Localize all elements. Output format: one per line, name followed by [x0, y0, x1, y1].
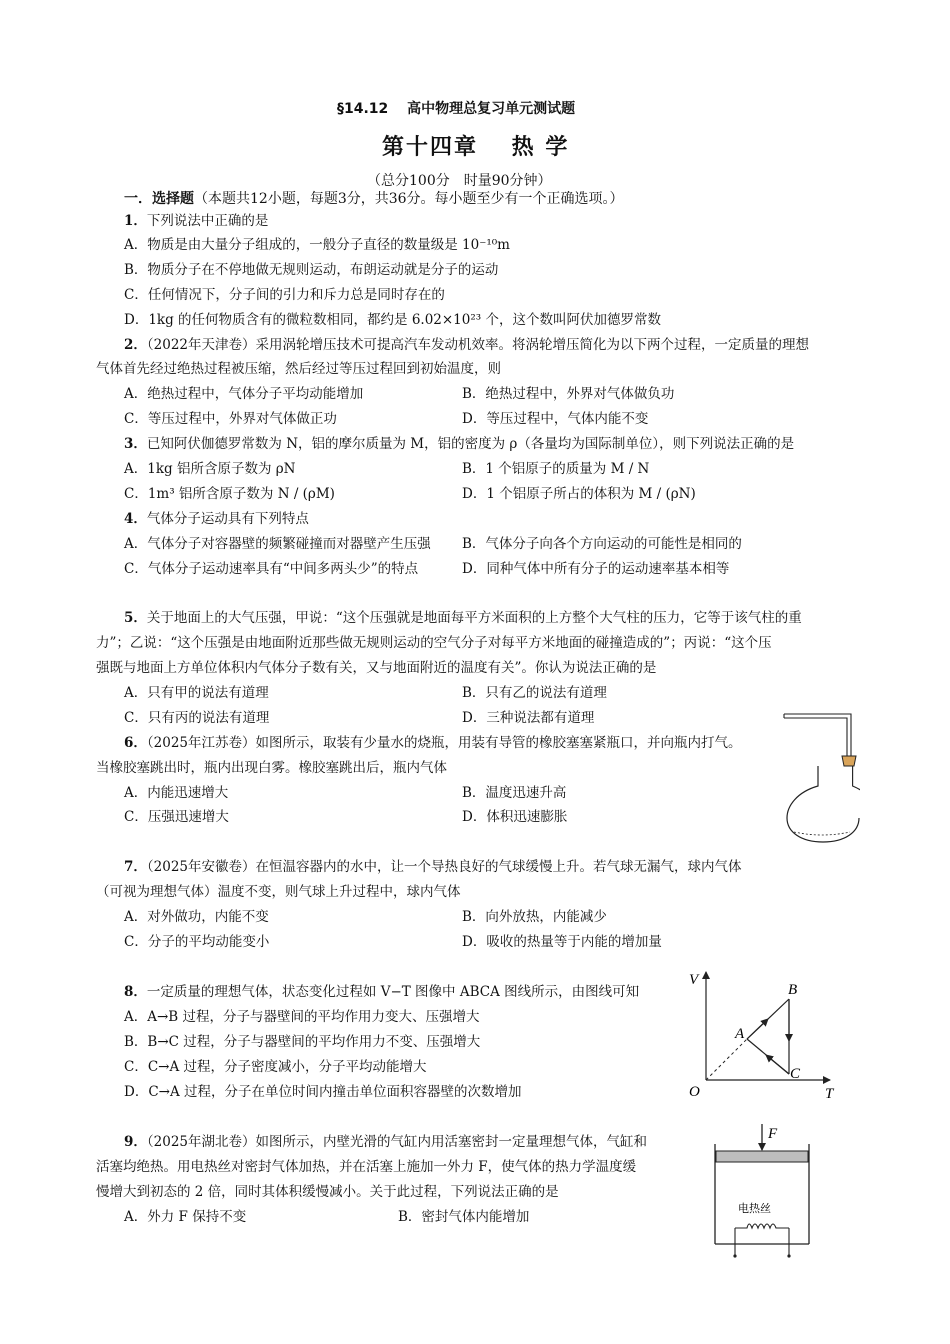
series-title: §14.12 高中物理总复习单元测试题 [337, 101, 576, 117]
question-1-option-c: C．任何情况下，分子间的引力和斥力总是同时存在的 [124, 287, 445, 303]
question-6-option-d: D．体积迅速膨胀 [462, 809, 568, 825]
question-text: （2022年天津卷）采用涡轮增压技术可提高汽车发动机效率。将涡轮增压简化为以下两个过程，一定质量的理想 [146, 337, 810, 353]
question-9-option-a: A．外力 F 保持不变 [124, 1209, 247, 1225]
question-7-option-d: D．吸收的热量等于内能的增加量 [462, 934, 662, 950]
question-number: 1． [124, 213, 147, 229]
delivery-tube [784, 714, 851, 756]
question-6-stem-line1 [124, 734, 742, 752]
question-3-option-c: C．1m³ 铝所含原子数为 N / (ρM) [124, 486, 335, 502]
exam-meta: （总分100分 时量90分钟） [367, 173, 552, 189]
flask-figure [780, 708, 860, 846]
point-c-label: C [790, 1066, 801, 1082]
question-4-option-c: C．气体分子运动速率具有“中间多两头少”的特点 [124, 561, 419, 577]
question-text: （2025年安徽卷）在恒温容器内的水中，让一个导热良好的气球缓慢上升。若气球无漏气，球内气体 [146, 859, 742, 875]
question-number: 3． [124, 436, 147, 452]
question-7-option-a: A．对外做功，内能不变 [124, 909, 269, 925]
t-axis-label: T [825, 1086, 834, 1098]
question-7-option-c: C．分子的平均动能变小 [124, 934, 270, 950]
cylinder-figure [705, 1120, 820, 1258]
question-2-option-a: A．绝热过程中，气体分子平均动能增加 [124, 386, 364, 402]
question-number: 7． [124, 859, 147, 875]
question-7-stem-line1 [124, 858, 742, 876]
question-6-option-c: C．压强迅速增大 [124, 809, 229, 825]
extension-line [706, 1039, 747, 1080]
question-3-option-b: B．1 个铝原子的质量为 M / N [462, 461, 650, 477]
question-6-option-b: B．温度迅速升高 [462, 785, 567, 801]
chapter-title: 第十四章 热 学 [382, 135, 570, 160]
question-2-stem-line2: 气体首先经过绝热过程被压缩，然后经过等压过程回到初始温度，则 [96, 361, 501, 377]
question-text: （2025年江苏卷）如图所示，取装有少量水的烧瓶，用装有导管的橡胶塞塞紧瓶口，并向瓶内打气。 [146, 735, 742, 751]
section-heading [124, 190, 624, 208]
question-number: 6． [124, 735, 147, 751]
flask-body [787, 766, 859, 842]
water-level [794, 832, 850, 835]
question-1-option-a: A．物质是由大量分子组成的，一般分子直径的数量级是 10⁻¹⁰m [124, 237, 510, 253]
question-5-option-a: A．只有甲的说法有道理 [124, 685, 269, 701]
question-9-stem-line3: 慢增大到初态的 2 倍，同时其体积缓慢减小。关于此过程，下列说法正确的是 [96, 1184, 559, 1200]
question-5-stem-line2: 力”；乙说：“这个压强是由地面附近那些做无规则运动的空气分子对每平方米地面的碰撞造成的”；丙说：“这个压 [96, 635, 772, 651]
question-1-option-d: D．1kg 的任何物质含有的微粒数相同，都约是 6.02×10²³ 个，这个数叫阿伏加德罗常数 [124, 312, 661, 328]
question-3-stem [124, 435, 794, 453]
question-number: 8． [124, 984, 147, 1000]
question-2-option-c: C．等压过程中，外界对气体做正功 [124, 411, 337, 427]
question-5-option-d: D．三种说法都有道理 [462, 710, 595, 726]
question-8-option-a: A．A→B 过程，分子与器壁间的平均作用力变大、压强增大 [124, 1009, 480, 1025]
question-2-option-d: D．等压过程中，气体内能不变 [462, 411, 649, 427]
question-5-stem-line1 [124, 609, 802, 627]
question-8-option-d: D．C→A 过程，分子在单位时间内撞击单位面积容器壁的次数增加 [124, 1084, 522, 1100]
question-2-stem-line1 [124, 336, 809, 354]
question-6-stem-line2: 当橡胶塞跳出时，瓶内出现白雾。橡胶塞跳出后，瓶内气体 [96, 760, 447, 776]
question-number: 2． [124, 337, 147, 353]
question-7-stem-line2: （可视为理想气体）温度不变，则气球上升过程中，球内气体 [96, 884, 461, 900]
question-8-stem [124, 983, 639, 1001]
question-text: 气体分子运动具有下列特点 [146, 511, 309, 527]
heater-label: 电热丝 [738, 1202, 771, 1215]
heating-coil [735, 1224, 789, 1228]
vt-graph-figure [685, 966, 840, 1098]
question-9-stem-line2: 活塞均绝热。用电热丝对密封气体加热，并在活塞上施加一外力 F，使气体的热力学温度缓 [96, 1159, 637, 1175]
origin-label: O [689, 1084, 700, 1098]
piston [716, 1151, 808, 1162]
section-description: （本题共12小题，每题3分，共36分。每小题至少有一个正确选项。） [194, 191, 624, 207]
section-label: 一．选择题 [124, 191, 194, 207]
question-number: 4． [124, 511, 147, 527]
question-9-stem-line1 [124, 1133, 647, 1151]
question-1-stem [124, 212, 268, 230]
question-6-option-a: A．内能迅速增大 [124, 785, 229, 801]
question-7-option-b: B．向外放热，内能减少 [462, 909, 607, 925]
question-8-option-b: B．B→C 过程，分子与器壁间的平均作用力不变、压强增大 [124, 1034, 481, 1050]
question-9-option-b: B．密封气体内能增加 [398, 1209, 530, 1225]
question-number: 9． [124, 1134, 147, 1150]
heater-leads [735, 1228, 789, 1256]
question-3-option-d: D．1 个铝原子所占的体积为 M / (ρN) [462, 486, 696, 502]
question-4-option-d: D．同种气体中所有分子的运动速率基本相等 [462, 561, 730, 577]
question-1-option-b: B．物质分子在不停地做无规则运动，布朗运动就是分子的运动 [124, 262, 499, 278]
point-a-label: A [735, 1026, 745, 1042]
question-text: 已知阿伏伽德罗常数为 N，铝的摩尔质量为 M，铝的密度为 ρ（各量均为国际制单位），则下列说法正确的是 [146, 436, 795, 452]
question-4-option-b: B．气体分子向各个方向运动的可能性是相同的 [462, 536, 742, 552]
question-number: 5． [124, 610, 147, 626]
question-4-stem [124, 510, 309, 528]
force-label: F [768, 1126, 778, 1142]
question-text: 一定质量的理想气体，状态变化过程如 V−T 图像中 ABCA 图线所示，由图线可知 [146, 984, 640, 1000]
v-axis-label: V [689, 972, 699, 988]
question-3-option-a: A．1kg 铝所含原子数为 ρN [124, 461, 296, 477]
point-b-label: B [788, 982, 798, 998]
question-5-stem-line3: 强既与地面上方单位体积内气体分子数有关，又与地面附近的温度有关”。你认为说法正确的是 [96, 660, 657, 676]
rubber-stopper [842, 756, 856, 766]
question-5-option-b: B．只有乙的说法有道理 [462, 685, 607, 701]
question-text: 关于地面上的大气压强，甲说：“这个压强就是地面每平方米面积的上方整个大气柱的压力，它等于该气柱的重 [146, 610, 802, 626]
question-2-option-b: B．绝热过程中，外界对气体做负功 [462, 386, 675, 402]
question-text: （2025年湖北卷）如图所示，内壁光滑的气缸内用活塞密封一定量理想气体，气缸和 [146, 1134, 648, 1150]
question-text: 下列说法中正确的是 [146, 213, 269, 229]
question-4-option-a: A．气体分子对容器壁的频繁碰撞而对器壁产生压强 [124, 536, 431, 552]
question-8-option-c: C．C→A 过程，分子密度减小，分子平均动能增大 [124, 1059, 427, 1075]
question-5-option-c: C．只有丙的说法有道理 [124, 710, 270, 726]
